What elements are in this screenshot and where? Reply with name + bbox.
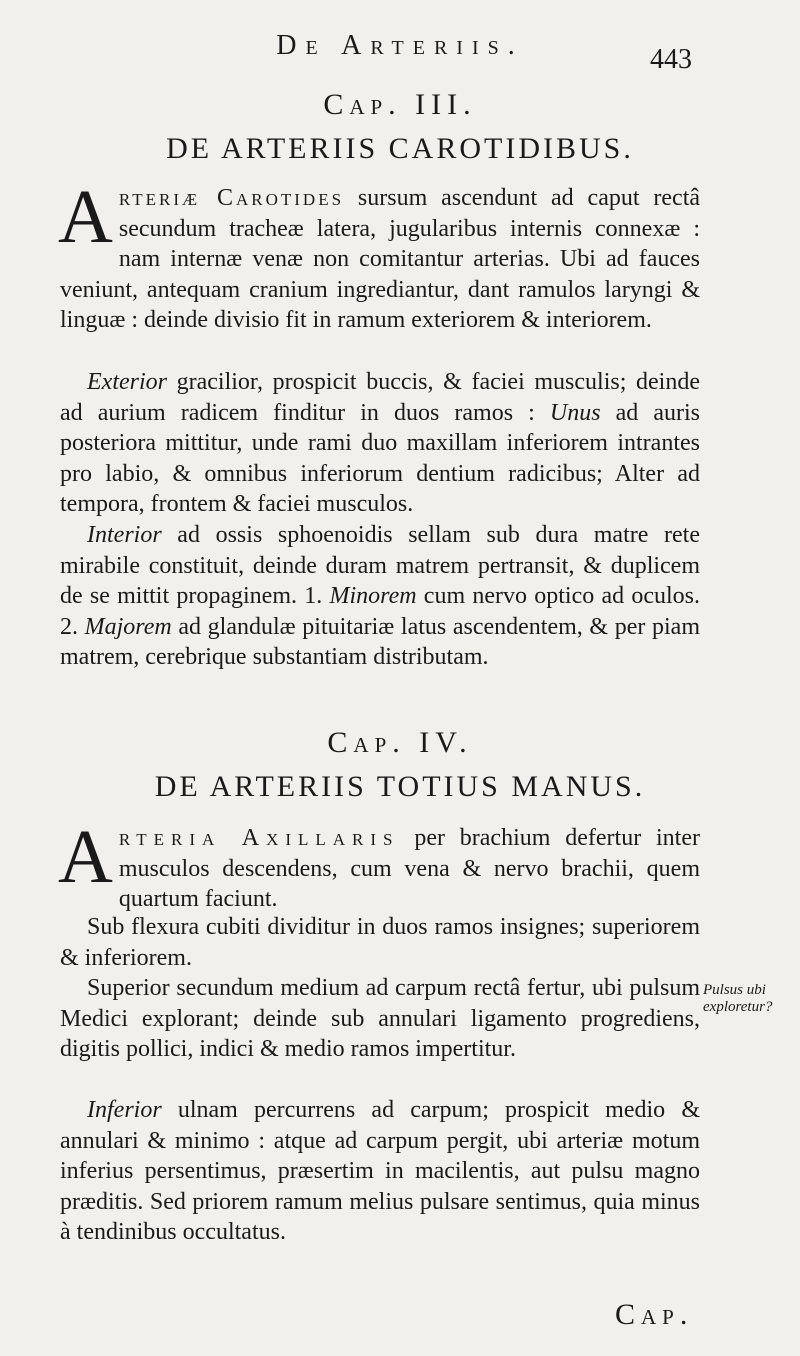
paragraph-text: Sub flexura cubiti dividitur in duos ramos insignes; superiorem & inferiorem.	[60, 914, 700, 971]
paragraph-text: gracilior, prospicit buccis, & faciei musculis; deinde ad aurium radicem finditur in duos ramos :	[60, 369, 700, 426]
paragraph-text: ulnam percurrens ad carpum; prospicit medio & annulari & minimo : atque ad carpum pergit, ubi arteriæ motum inferius persentimus, præsertim in macilentis, aut pulsu magno præditis. Sed priorem ramum melius pulsare sentimus, quia minus à tendinibus occultatus.	[60, 1097, 700, 1245]
chapter-4-paragraph-1	[58, 815, 700, 915]
paragraph-lead: Exterior	[87, 369, 167, 395]
drop-cap-initial: A	[58, 815, 113, 899]
italic-term: Majorem	[84, 613, 172, 640]
paragraph-text: ad glandulæ pituitariæ latus ascendentem, & per piam matrem, cerebrique substantiam distributam.	[60, 613, 700, 670]
margin-note: Pulsus ubi exploretur?	[703, 982, 773, 1015]
page-number: 443	[650, 44, 692, 75]
italic-term: Minorem	[329, 583, 417, 609]
paragraph-text: per brachium defertur inter musculos descendens, cum vena & nervo brachii, quem quartum faciunt.	[118, 825, 700, 912]
paragraph-text: ad ossis sphoenoidis sellam sub dura matre rete mirabile constituit, deinde duram matrem pertransit, & duplicem de se mittit propaginem. 1.	[60, 522, 700, 609]
catchword: Cap.	[615, 1298, 694, 1331]
paragraph-lead: rteria Axillaris	[118, 825, 400, 851]
italic-term: Unus	[549, 399, 601, 426]
drop-cap-initial: A	[58, 175, 113, 259]
chapter-4-paragraph-2	[60, 912, 700, 973]
chapter-4-paragraph-4	[60, 1095, 700, 1248]
paragraph-text: sursum ascendunt ad caput rectâ secundum tracheæ latera, jugularibus internis connexæ : nam internæ venæ non comitantur arterias. Ubi ad fauces veniunt, antequam cranium ingrediantur, dant ramulos laryngi & linguæ : deinde divisio fit in ramum exteriorem & interiorem.	[60, 185, 701, 333]
chapter-4-title: DE ARTERIIS TOTIUS MANUS.	[154, 770, 646, 803]
chapter-3-paragraph-2	[60, 367, 700, 520]
paragraph-lead: Interior	[87, 522, 162, 548]
chapter-3-title: DE ARTERIIS CAROTIDIBUS.	[166, 132, 634, 165]
chapter-3-label: Cap. III.	[323, 88, 477, 121]
paragraph-text: ad auris posteriora mittitur, unde rami duo maxillam inferiorem intrantes pro labio, & omnibus inferiorum dentium radicibus; Alter ad tempora, frontem & faciei musculos.	[60, 399, 700, 517]
paragraph-text: Superior secundum medium ad carpum rectâ fertur, ubi pulsum Medici explorant; deinde sub annulari ligamento progrediens, digitis pollici, indici & medio ramos impertitur.	[60, 975, 700, 1062]
chapter-4-paragraph-3	[60, 973, 700, 1065]
paragraph-lead: Inferior	[87, 1097, 162, 1123]
paragraph-text: cum nervo optico ad oculos. 2.	[60, 583, 700, 640]
chapter-4-label: Cap. IV.	[327, 726, 473, 759]
chapter-3-paragraph-3	[60, 520, 700, 673]
chapter-3-paragraph-1	[58, 175, 701, 336]
paragraph-lead: rteriæ Carotides	[118, 185, 345, 211]
running-title: De Arteriis.	[276, 30, 524, 61]
